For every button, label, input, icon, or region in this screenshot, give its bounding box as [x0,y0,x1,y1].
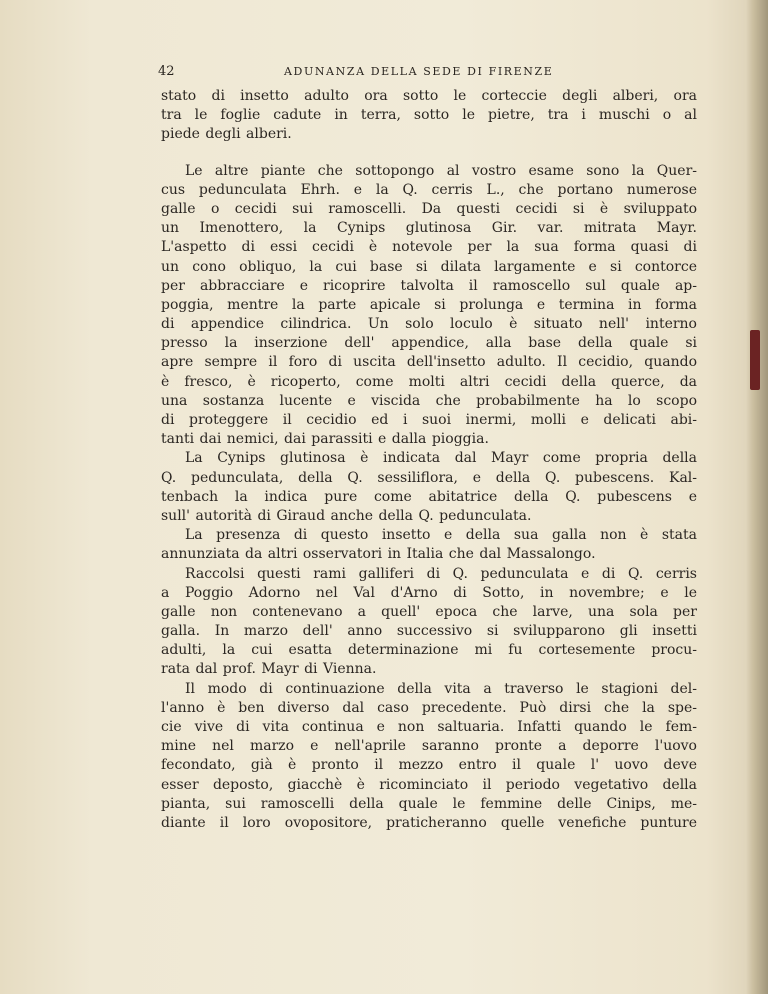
text-line: esser deposto, giacchè è ricominciato il periodo vegetativo della [161,776,697,793]
text-line: Il modo di continuazione della vita a traverso le stagioni del- [185,680,697,697]
text-line: di appendice cilindrica. Un solo loculo è situato nell' interno [161,316,697,333]
text-line: un cono obliquo, la cui base si dilata largamente e si contorce [161,258,697,275]
text-line: galla. In marzo dell' anno successivo si svilupparono gli insetti [161,623,697,640]
paragraph-gap [161,145,697,162]
text-line: Raccolsi questi rami galliferi di Q. pedunculata e di Q. cerris [185,565,697,582]
text-line: rata dal prof. Mayr di Vienna. [161,661,377,678]
running-title: ADUNANZA DELLA SEDE DI FIRENZE [284,65,554,78]
binding-mark [750,330,760,390]
text-line: tenbach la indica pure come abitatrice della Q. pubescens e [161,488,697,505]
text-line: pianta, sui ramoscelli della quale le femmine delle Cinips, me- [161,795,697,812]
body-text [161,87,697,833]
text-line: apre sempre il foro di uscita dell'insetto adulto. Il cecidio, quando [161,354,697,371]
text-line: Le altre piante che sottopongo al vostro esame sono la Quer- [185,162,697,179]
text-line: adulti, la cui esatta determinazione mi fu cortesemente procu- [161,642,697,659]
text-line: La Cynips glutinosa è indicata dal Mayr come propria della [185,450,697,467]
page-number: 42 [158,64,175,79]
text-line: presso la inserzione dell' appendice, alla base della quale si [161,335,697,352]
text-line: una sostanza lucente e viscida che probabilmente ha lo scopo [161,392,697,409]
text-line: cus pedunculata Ehrh. e la Q. cerris L., che portano numerose [161,181,697,198]
text-line: tanti dai nemici, dai parassiti e dalla pioggia. [161,431,489,448]
text-line: galle o cecidi sui ramoscelli. Da questi cecidi si è sviluppato [161,200,697,217]
text-line: per abbracciare e ricoprire talvolta il ramoscello sul quale ap- [161,277,697,294]
text-line: fecondato, già è pronto il mezzo entro il quale l' uovo deve [161,757,697,774]
text-line: è fresco, è ricoperto, come molti altri cecidi della querce, da [161,373,697,390]
text-line: mine nel marzo e nell'aprile saranno pronte a deporre l'uovo [161,738,697,755]
text-line: cie vive di vita continua e non saltuaria. Infatti quando le fem- [161,719,697,735]
text-line: stato di insetto adulto ora sotto le corteccie degli alberi, ora [161,88,697,104]
text-line: poggia, mentre la parte apicale si prolunga e termina in forma [161,296,697,313]
text-line: a Poggio Adorno nel Val d'Arno di Sotto, in novembre; e le [161,584,697,601]
text-line: L'aspetto di essi cecidi è notevole per la sua forma quasi di [161,239,697,256]
text-line: galle non contenevano a quell' epoca che larve, una sola per [161,603,697,620]
text-line: tra le foglie cadute in terra, sotto le pietre, tra i muschi o al [161,107,697,124]
text-line: piede degli alberi. [161,126,292,143]
text-line: un Imenottero, la Cynips glutinosa Gir. var. mitrata Mayr. [161,220,697,237]
text-line: l'anno è ben diverso dal caso precedente. Può dirsi che la spe- [161,699,697,716]
text-line: diante il loro ovopositore, praticheranno quelle venefiche punture [161,814,697,831]
text-line: sull' autorità di Giraud anche della Q. pedunculata. [161,507,532,524]
text-line: La presenza di questo insetto e della sua galla non è stata [185,527,697,544]
text-line: annunziata da altri osservatori in Italia che dal Massalongo. [161,546,596,563]
text-line: di proteggere il cecidio ed i suoi inermi, molli e delicati abi- [161,412,697,428]
text-line: Q. pedunculata, della Q. sessiliflora, e della Q. pubescens. Kal- [161,469,697,486]
page-edge-shadow [746,0,768,994]
